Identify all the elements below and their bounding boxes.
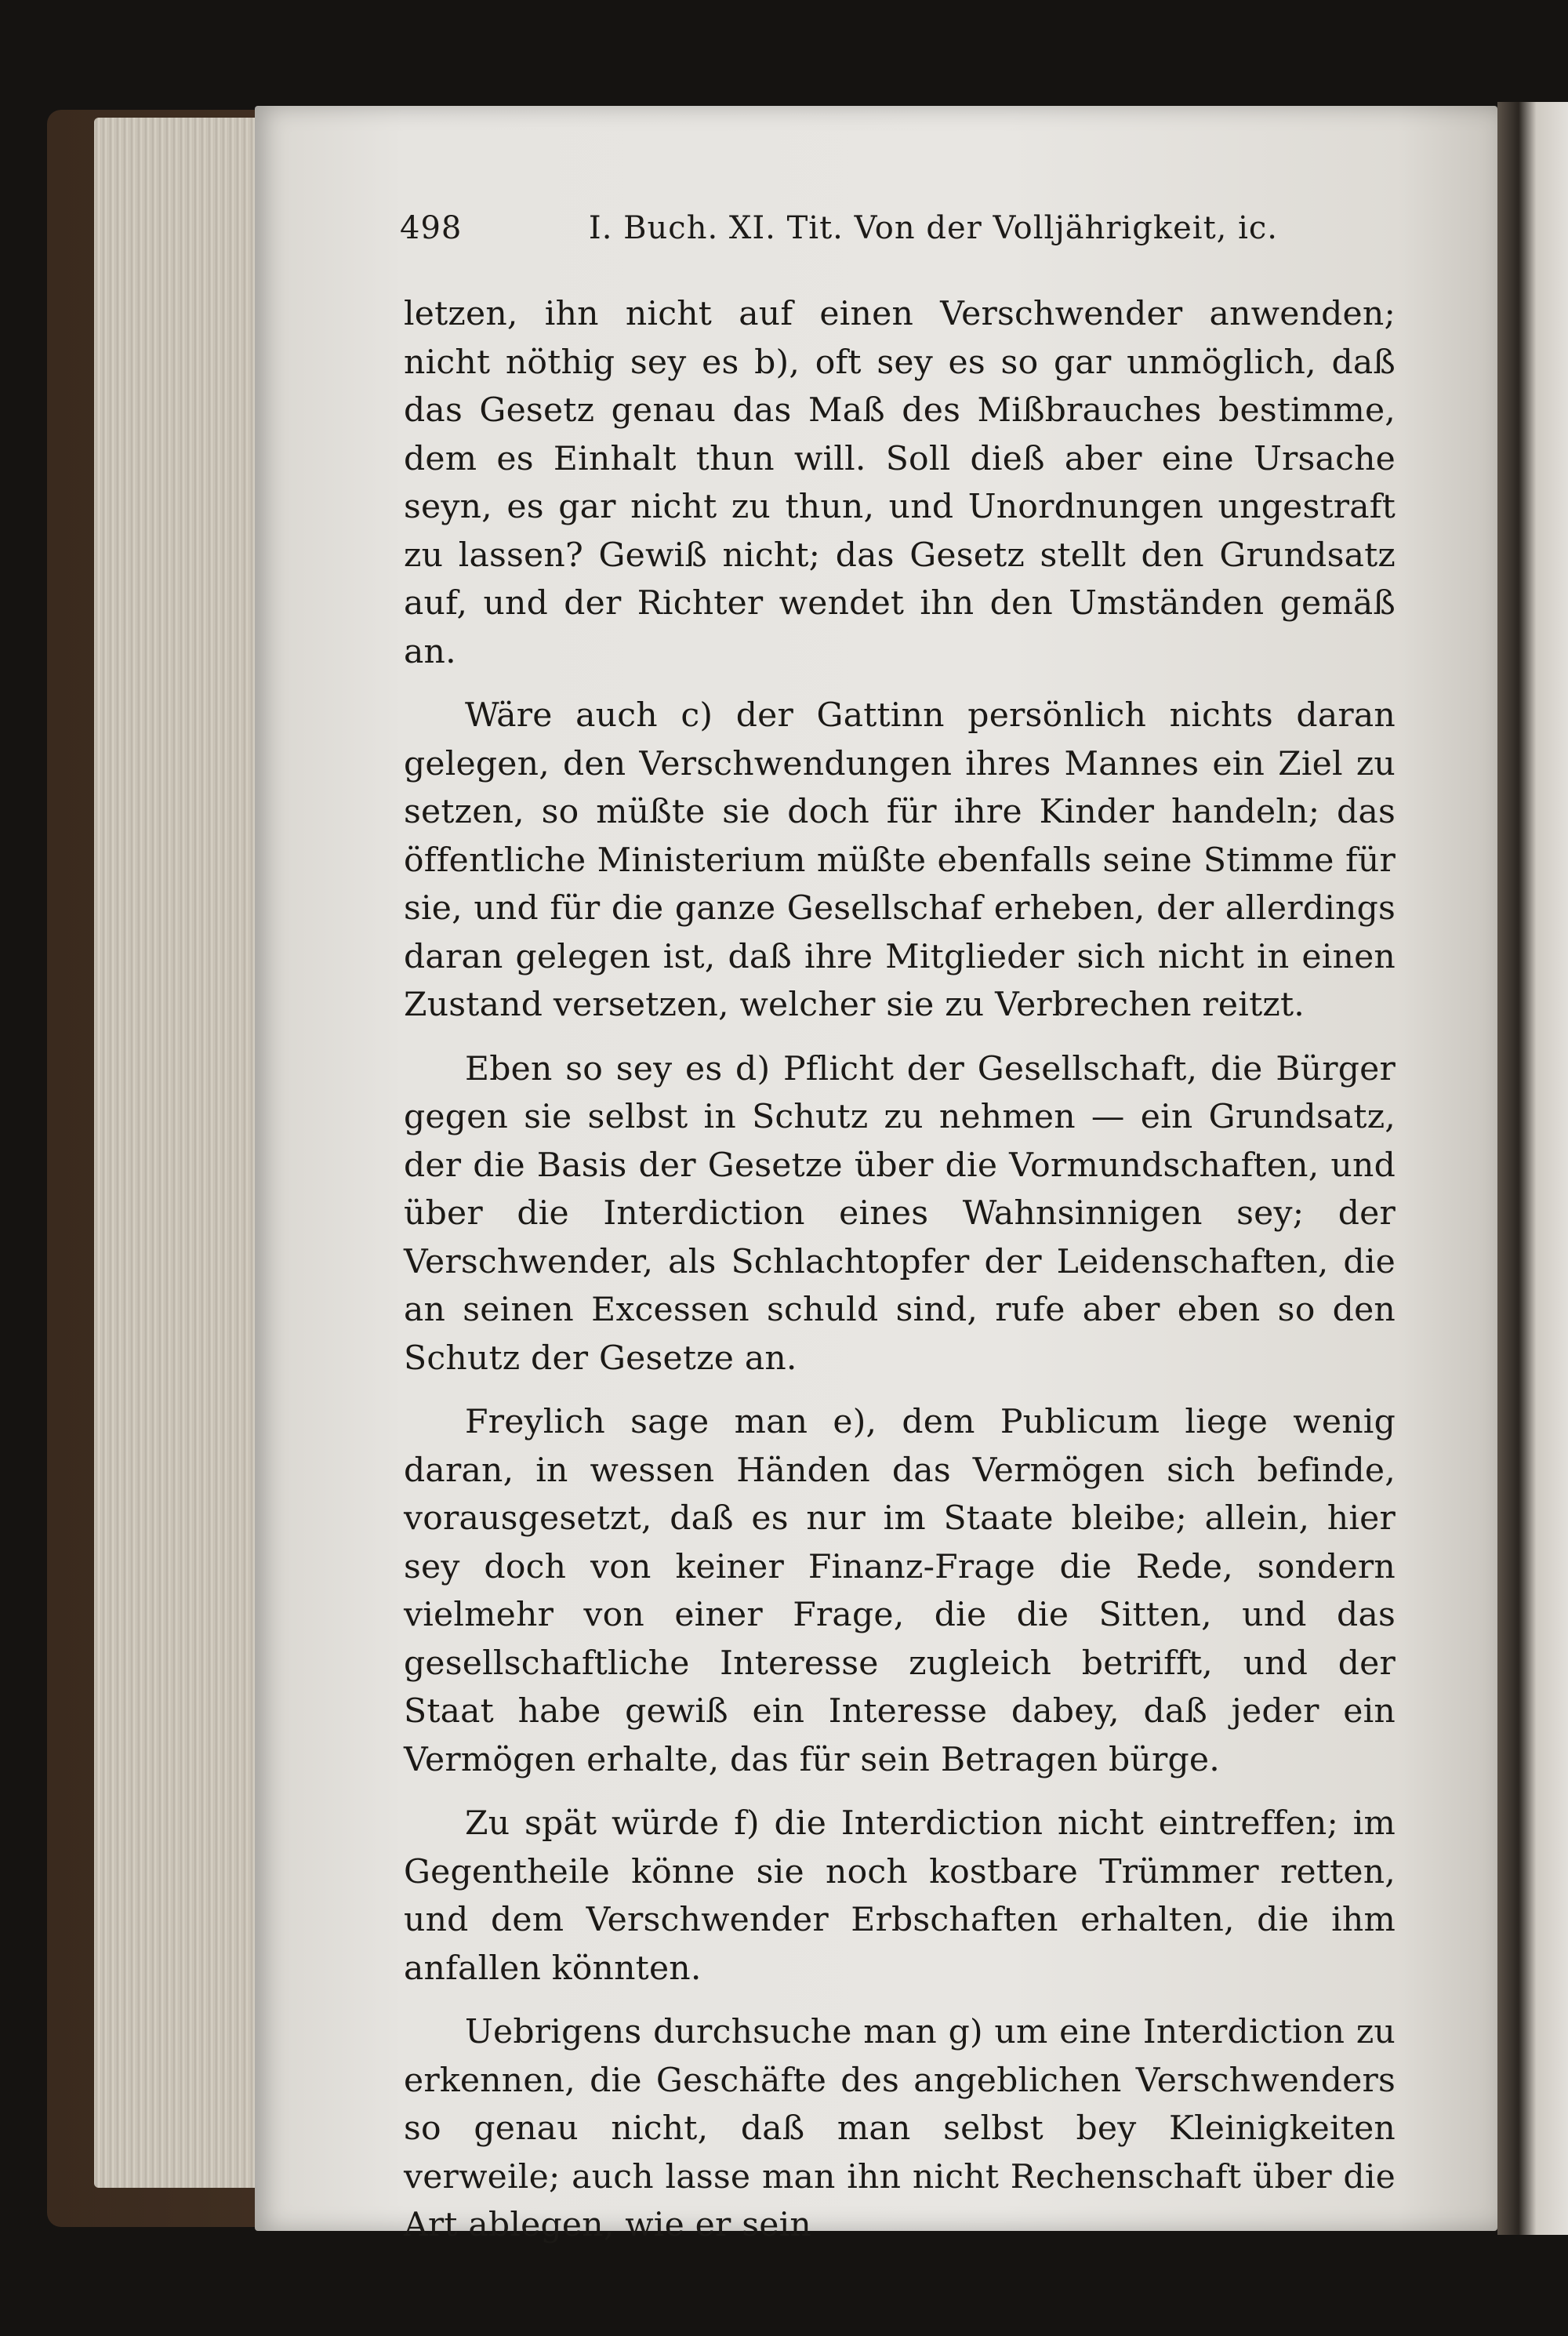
- paragraph-1: letzen, ihn nicht auf einen Verschwender anwenden; nicht nöthig sey es b), oft sey es so gar unmöglich, daß das Gesetz genau das Maß des Mißbrauches bestimme, dem es Einhalt thun will. Soll dieß aber eine Ursache seyn, es gar nicht zu thun, und Unordnungen ungestraft zu lassen? Gewiß nicht; das Gesetz stellt den Grundsatz auf, und der Richter wendet ihn den Umständen gemäß an.: [404, 295, 1396, 671]
- paragraph-4: Freylich sage man e), dem Publicum liege wenig daran, in wessen Händen das Vermögen sich befinde, vorausgesetzt, daß es nur im Staate bleibe; allein, hier sey doch von keiner Finanz-Frage die Rede, sondern vielmehr von einer Frage, die die Sitten, und das gesellschaftliche Interesse zugleich betrifft, und der Staat habe gewiß ein Interesse dabey, daß jeder ein Vermögen erhalte, das für sein Betragen bürge.: [404, 1403, 1396, 1779]
- paragraph-2: Wäre auch c) der Gattinn persönlich nichts daran gelegen, den Verschwendungen ihres Mannes ein Ziel zu setzen, so müßte sie doch für ihre Kinder handeln; das öffentliche Ministerium müßte ebenfalls seine Stimme für sie, und für die ganze Gesellschaf erheben, der allerdings daran gelegen ist, daß ihre Mitglieder sich nicht in einen Zustand versetzen, welcher sie zu Verbrechen reitzt.: [404, 696, 1396, 1024]
- paragraph-3: Eben so sey es d) Pflicht der Gesellschaft, die Bürger gegen sie selbst in Schutz zu nehmen — ein Grundsatz, der die Basis der Gesetze über die Vormundschaften, und über die Interdiction eines Wahnsinnigen sey; der Verschwender, als Schlachtopfer der Leidenschaften, die an seinen Excessen schuld sind, rufe aber eben so den Schutz der Gesetze an.: [404, 1049, 1396, 1378]
- body-text: [404, 290, 1396, 2265]
- running-header: [400, 210, 1278, 265]
- facing-page-edge: [1497, 102, 1568, 2235]
- paragraph-5: Zu spät würde f) die Interdiction nicht eintreffen; im Gegentheile könne sie noch kostbare Trümmer retten, und dem Verschwender Erbschaften erhalten, die ihm anfallen könnten.: [404, 1804, 1396, 1988]
- page-number: 498: [400, 210, 463, 246]
- page-edges: [94, 118, 274, 2188]
- paragraph-6: Uebrigens durchsuche man g) um eine Interdiction zu erkennen, die Geschäfte des angeblichen Verschwenders so genau nicht, daß man selbst bey Kleinigkeiten verweile; auch lasse man ihn nicht Rechenschaft über die Art ablegen, wie er sein: [404, 2013, 1396, 2244]
- running-head-title: I. Buch. XI. Tit. Von der Volljährigkeit, ic.: [588, 210, 1278, 246]
